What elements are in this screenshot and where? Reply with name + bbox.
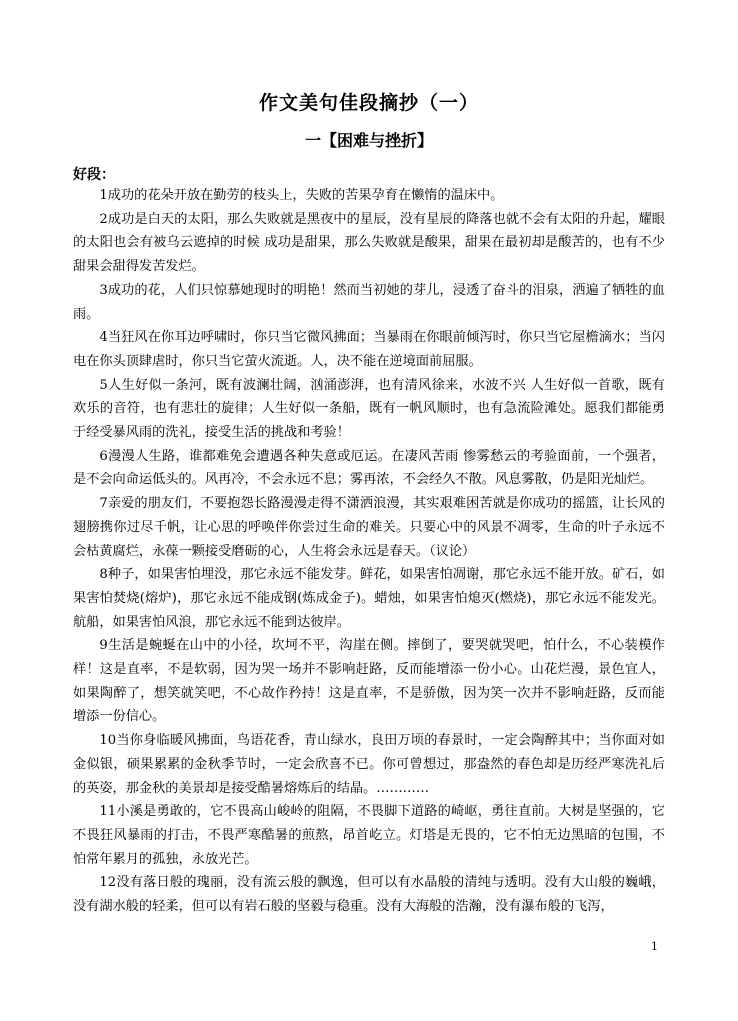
paragraph-6: 6漫漫人生路，谁都难免会遭遇各种失意或厄运。在凄风苦雨 惨雾愁云的考验面前，一个强者，是不会向命运低头的。风再冷，不会永远不息；雾再浓，不会经久不散。风息雾散，仍是阳光灿烂。 <box>73 448 665 488</box>
paragraph-10: 10当你身临暖风拂面，鸟语花香，青山绿水，良田万顷的春景时，一定会陶醉其中；当你面对如金似银，硕果累累的金秋季节时，一定会欣喜不已。你可曾想过，那盎然的春色却是历经严寒洗礼后的英姿，那金秋的美景却是接受酷暑熔炼后的结晶。………… <box>73 733 665 796</box>
section-heading: 一【困难与挫折】 <box>304 131 433 150</box>
document-title: 作文美句佳段摘抄（一） <box>258 92 479 114</box>
paragraph-1: 1成功的花朵开放在勤劳的枝头上，失败的苦果孕育在懒惰的温床中。 <box>99 188 504 203</box>
paragraph-5: 5人生好似一条河，既有波澜壮阔，汹涌澎湃，也有清风徐来，水波不兴 人生好似一首歌，既有欢乐的音符，也有悲壮的旋律；人生好似一条船，既有一帆风顺时，也有急流险滩处。愿我们都能勇于经受暴风雨的洗礼，接受生活的挑战和考验！ <box>73 377 665 441</box>
paragraph-7: 7亲爱的朋友们，不要抱怨长路漫漫走得不潇洒浪漫，其实艰难困苦就是你成功的摇篮，让长风的翅膀携你过尽千帆，让心思的呼唤伴你尝过生命的难关。只要心中的风景不凋零，生命的叶子永远不会枯黄腐烂，永葆一颗接受磨砺的心，人生将会永远是春天。（议论） <box>73 496 665 559</box>
paragraph-9: 9生活是蜿蜒在山中的小径，坎坷不平，沟崖在侧。摔倒了，要哭就哭吧，怕什么，不心装模作样！这是直率，不是软弱，因为哭一场并不影响赶路，反而能增添一份小心。山花烂漫，景色宜人，如果陶醉了，想笑就笑吧，不心故作矜持！这是直率，不是骄傲，因为笑一次并不影响赶路，反而能增添一份信心。 <box>73 638 665 725</box>
paragraph-12: 12没有落日般的瑰丽，没有流云般的飘逸，但可以有水晶般的清纯与透明。没有大山般的巍峨，没有湖水般的轻柔，但可以有岩石般的坚毅与稳重。没有大海般的浩瀚，没有瀑布般的飞泻， <box>73 875 665 915</box>
paragraph-11: 11小溪是勇敢的，它不畏高山峻岭的阻隔，不畏脚下道路的崎岖，勇往直前。大树是坚强的，它不畏狂风暴雨的打击，不畏严寒酷暑的煎熬，昂首屹立。灯塔是无畏的，它不怕无边黑暗的包围，不怕常年累月的孤独，永放光芒。 <box>73 804 665 867</box>
page-number: 1 <box>651 940 658 953</box>
paragraph-list <box>73 184 665 919</box>
paragraph-4: 4当狂风在你耳边呼啸时，你只当它微风拂面；当暴雨在你眼前倾泻时，你只当它屋檐滴水；当闪电在你头顶肆虐时，你只当它萤火流逝。人，决不能在逆境面前屈服。 <box>73 330 665 369</box>
paragraph-2: 2成功是白天的太阳，那么失败就是黑夜中的星辰，没有星辰的降落也就不会有太阳的升起，耀眼的太阳也会有被乌云遮掉的时候 成功是甜果，那么失败就是酸果，甜果在最初却是酸苦的，也有不少甜果会甜得发苦发烂。 <box>73 211 665 275</box>
paragraph-3: 3成功的花，人们只惊慕她现时的明艳！然而当初她的芽儿，浸透了奋斗的泪泉，洒遍了牺牲的血雨。 <box>73 282 665 322</box>
section-label: 好段： <box>73 167 115 183</box>
paragraph-8: 8种子，如果害怕埋没，那它永远不能发芽。鲜花，如果害怕凋谢，那它永远不能开放。矿石，如果害怕焚烧(熔炉)，那它永远不能成钢(炼成金子)。蜡烛，如果害怕熄灭(燃烧)，那它永远不能发光。航船，如果害怕风浪，那它永远不能到达彼岸。 <box>73 567 665 630</box>
